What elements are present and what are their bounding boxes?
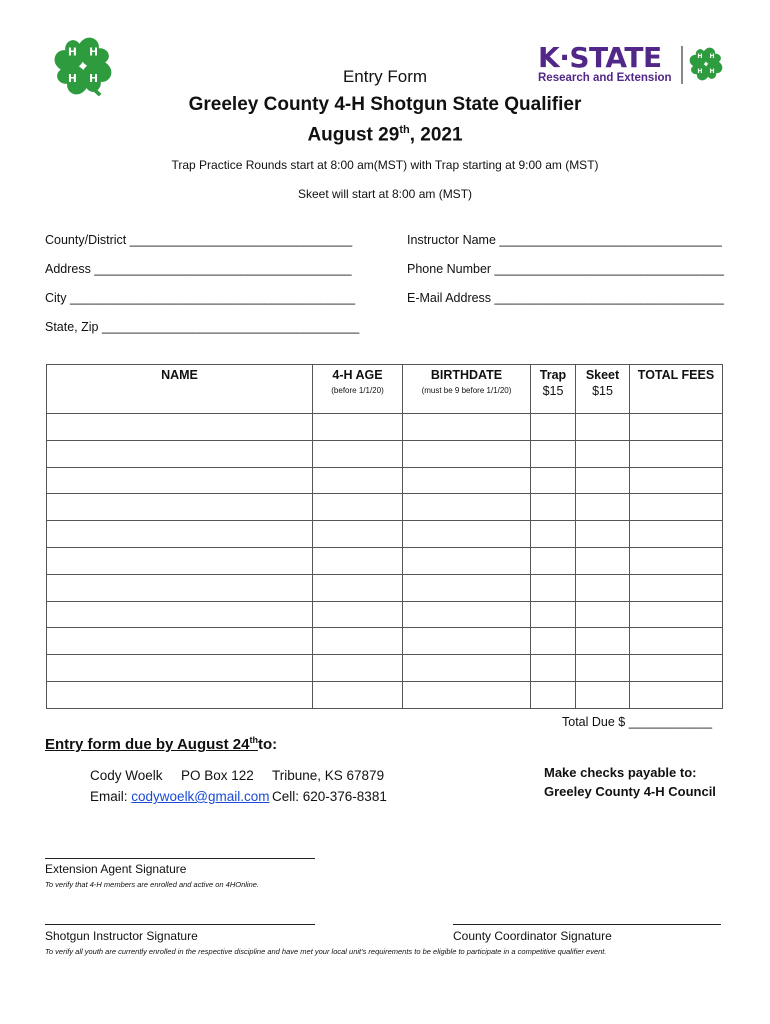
cell-birthdate[interactable] — [403, 440, 531, 467]
cell-skeet[interactable] — [576, 467, 630, 494]
instructor-name-field[interactable]: Instructor Name ________________________________ — [407, 233, 722, 247]
svg-text:H: H — [697, 68, 703, 76]
entry-form-label: Entry Form — [342, 67, 428, 86]
col-header-skeet: Skeet $15 — [576, 365, 630, 414]
col-header-age: 4-H AGE (before 1/1/20) — [313, 365, 403, 414]
cell-trap[interactable] — [531, 414, 576, 441]
cell-birthdate[interactable] — [403, 414, 531, 441]
cell-trap[interactable] — [531, 467, 576, 494]
cell-trap[interactable] — [531, 521, 576, 548]
cell-age[interactable] — [313, 681, 403, 708]
col-header-name: NAME — [47, 365, 313, 414]
cell-trap[interactable] — [531, 601, 576, 628]
cell-age[interactable] — [313, 494, 403, 521]
skeet-note: Skeet will start at 8:00 am (MST) — [297, 187, 473, 201]
table-row — [47, 467, 723, 494]
cell-name[interactable] — [47, 440, 313, 467]
eligibility-note: To verify all youth are currently enrolled in the respective discipline and have met your local unit's requirements to be eligible to participate in a competitive qualifier event. — [45, 947, 607, 956]
cell-total-fees[interactable] — [630, 655, 723, 682]
table-row — [47, 628, 723, 655]
cell-skeet[interactable] — [576, 414, 630, 441]
cell-birthdate[interactable] — [403, 494, 531, 521]
cell-age[interactable] — [313, 547, 403, 574]
cell-age[interactable] — [313, 601, 403, 628]
cell-age[interactable] — [313, 574, 403, 601]
due-date-heading — [45, 735, 277, 753]
total-due-field[interactable]: Total Due $ ____________ — [562, 715, 713, 729]
cell-birthdate[interactable] — [403, 521, 531, 548]
checks-line-2: Greeley County 4-H Council — [544, 784, 716, 799]
due-date-tail: to: — [257, 736, 278, 753]
cell-skeet[interactable] — [576, 547, 630, 574]
contact-name: Cody Woelk — [90, 768, 163, 783]
phone-number-field[interactable]: Phone Number _________________________________ — [407, 262, 724, 276]
cell-total-fees[interactable] — [630, 574, 723, 601]
table-row — [47, 414, 723, 441]
cell-name[interactable] — [47, 601, 313, 628]
col-header-total-fees: TOTAL FEES — [630, 365, 723, 414]
page-title: Greeley County 4-H Shotgun State Qualifier — [188, 94, 582, 115]
col-header-trap: Trap $15 — [531, 365, 576, 414]
cell-name[interactable] — [47, 494, 313, 521]
cell-name[interactable] — [47, 574, 313, 601]
coordinator-signature-label: County Coordinator Signature — [453, 929, 612, 943]
table-row — [47, 547, 723, 574]
practice-note: Trap Practice Rounds start at 8:00 am(MST) with Trap starting at 9:00 am (MST) — [171, 158, 599, 172]
cell-name[interactable] — [47, 467, 313, 494]
col-header-birthdate: BIRTHDATE (must be 9 before 1/1/20) — [403, 365, 531, 414]
cell-trap[interactable] — [531, 628, 576, 655]
cell-total-fees[interactable] — [630, 628, 723, 655]
cell-name[interactable] — [47, 655, 313, 682]
agent-signature-note: To verify that 4-H members are enrolled and active on 4HOnline. — [45, 880, 259, 889]
cell-age[interactable] — [313, 655, 403, 682]
cell-name[interactable] — [47, 681, 313, 708]
cell-age[interactable] — [313, 414, 403, 441]
contact-cell: Cell: 620-376-8381 — [272, 789, 387, 804]
county-district-field[interactable]: County/District ________________________________ — [45, 233, 353, 247]
event-date-suffix: th — [399, 124, 410, 136]
cell-trap[interactable] — [531, 574, 576, 601]
table-row — [47, 494, 723, 521]
cell-total-fees[interactable] — [630, 601, 723, 628]
cell-trap[interactable] — [531, 440, 576, 467]
cell-skeet[interactable] — [576, 681, 630, 708]
cell-skeet[interactable] — [576, 521, 630, 548]
event-date-year: , 2021 — [409, 124, 463, 146]
checks-line-1: Make checks payable to: — [544, 765, 697, 780]
table-row — [47, 601, 723, 628]
cell-skeet[interactable] — [576, 601, 630, 628]
cell-birthdate[interactable] — [403, 601, 531, 628]
cell-name[interactable] — [47, 628, 313, 655]
table-row — [47, 681, 723, 708]
email-label: Email: — [90, 789, 128, 804]
cell-birthdate[interactable] — [403, 467, 531, 494]
contact-po-box: PO Box 122 — [181, 768, 254, 783]
cell-name[interactable] — [47, 547, 313, 574]
cell-total-fees[interactable] — [630, 681, 723, 708]
contact-email-line — [90, 789, 270, 804]
svg-text:H: H — [89, 46, 98, 59]
cell-skeet[interactable] — [576, 628, 630, 655]
cell-total-fees[interactable] — [630, 467, 723, 494]
cell-skeet[interactable] — [576, 574, 630, 601]
address-field[interactable]: Address _____________________________________ — [45, 262, 352, 276]
cell-birthdate[interactable] — [403, 628, 531, 655]
due-date-suffix: th — [249, 735, 258, 745]
event-date-main: August 29 — [307, 124, 400, 146]
cell-age[interactable] — [313, 440, 403, 467]
cell-age[interactable] — [313, 467, 403, 494]
cell-age[interactable] — [313, 521, 403, 548]
agent-signature-label: Extension Agent Signature — [45, 862, 187, 876]
agent-signature-line[interactable] — [45, 858, 315, 859]
instructor-signature-line[interactable] — [45, 924, 315, 925]
email-address-field[interactable]: E-Mail Address _________________________________ — [407, 291, 724, 305]
svg-text:H: H — [697, 52, 703, 60]
cell-skeet[interactable] — [576, 655, 630, 682]
event-date — [0, 124, 770, 146]
cell-total-fees[interactable] — [630, 440, 723, 467]
cell-birthdate[interactable] — [403, 574, 531, 601]
payment-instructions — [544, 763, 716, 801]
cell-total-fees[interactable] — [630, 414, 723, 441]
email-link[interactable]: codywoelk@gmail.com — [131, 789, 270, 804]
cell-trap[interactable] — [531, 655, 576, 682]
cell-trap[interactable] — [531, 547, 576, 574]
table-row — [47, 521, 723, 548]
cell-skeet[interactable] — [576, 494, 630, 521]
table-row — [47, 574, 723, 601]
entry-roster-table — [46, 364, 723, 709]
cell-name[interactable] — [47, 521, 313, 548]
city-field[interactable]: City _________________________________________ — [45, 291, 356, 305]
table-row — [47, 440, 723, 467]
cell-birthdate[interactable] — [403, 681, 531, 708]
table-row — [47, 655, 723, 682]
cell-birthdate[interactable] — [403, 655, 531, 682]
kstate-subtitle: Research and Extension — [538, 72, 672, 84]
svg-text:H: H — [709, 68, 715, 76]
cell-total-fees[interactable] — [630, 547, 723, 574]
cell-name[interactable] — [47, 414, 313, 441]
svg-text:H: H — [709, 52, 715, 60]
cell-total-fees[interactable] — [630, 494, 723, 521]
svg-text:H: H — [68, 46, 77, 59]
table-header-row — [47, 365, 723, 414]
due-date-text: Entry form due by August 24 — [45, 736, 250, 753]
coordinator-signature-line[interactable] — [453, 924, 721, 925]
kstate-wordmark: K·STATE — [538, 41, 662, 74]
cell-age[interactable] — [313, 628, 403, 655]
contact-city: Tribune, KS 67879 — [272, 768, 385, 783]
4-h-clover-logo-icon — [50, 33, 116, 99]
svg-text:H: H — [89, 72, 98, 85]
cell-skeet[interactable] — [576, 440, 630, 467]
instructor-signature-label: Shotgun Instructor Signature — [45, 929, 198, 943]
cell-total-fees[interactable] — [630, 521, 723, 548]
cell-birthdate[interactable] — [403, 547, 531, 574]
state-zip-field[interactable]: State, Zip _____________________________________ — [45, 320, 360, 334]
cell-trap[interactable] — [531, 681, 576, 708]
svg-text:H: H — [68, 72, 77, 85]
cell-trap[interactable] — [531, 494, 576, 521]
